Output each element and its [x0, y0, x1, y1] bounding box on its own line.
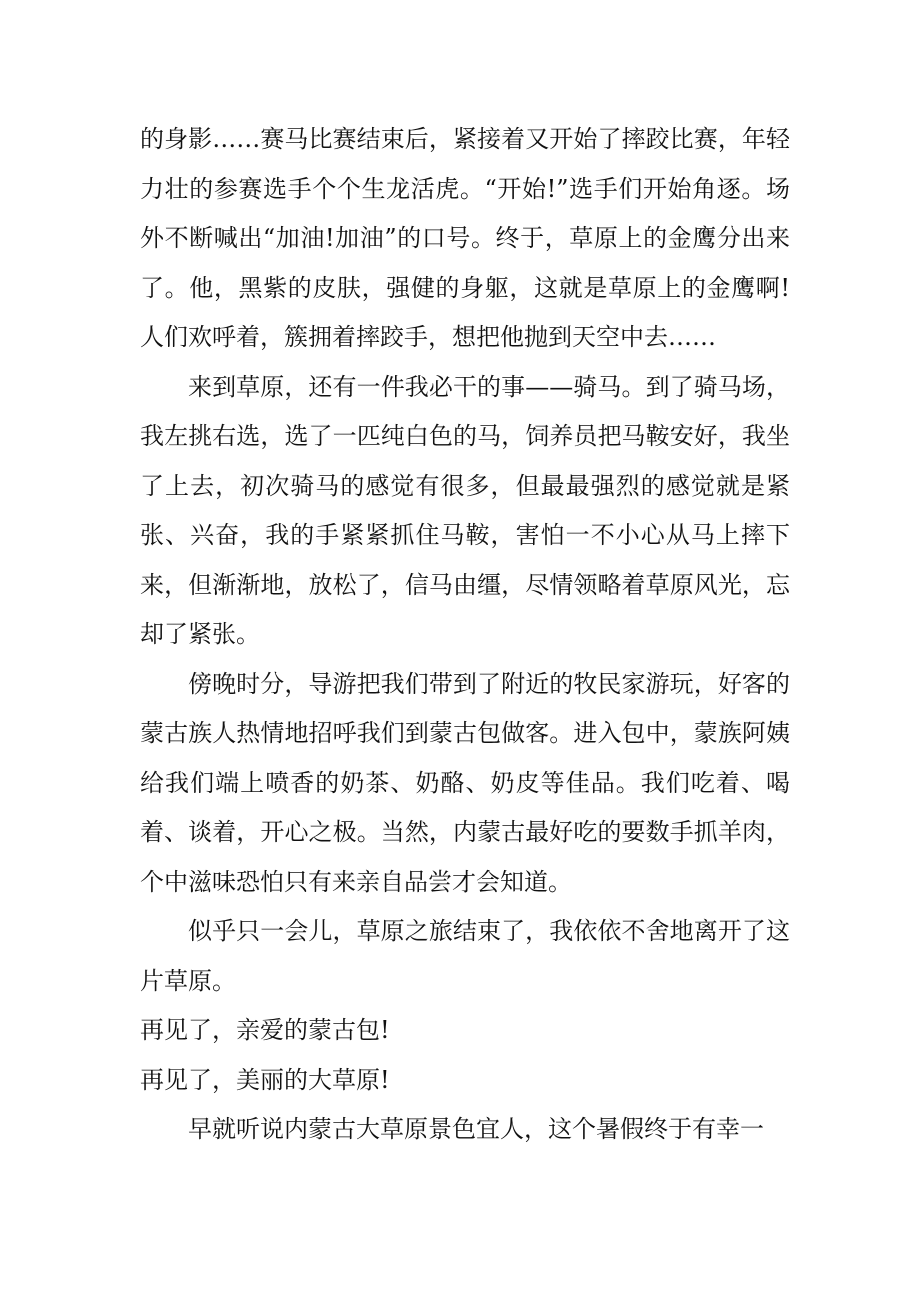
- farewell-line-yurt: 再见了，亲爱的蒙古包!: [140, 1016, 390, 1044]
- paragraph-wrestling: 的身影……赛马比赛结束后，紧接着又开始了摔跤比赛，年轻力壮的参赛选手个个生龙活虎。“开始!”选手们开始角逐。场外不断喊出“加油!加油”的口号。终于，草原上的金鹰分出来了。他，黑紫的皮肤，强健的身躯，这就是草原上的金鹰啊!人们欢呼着，簇拥着摔跤手，想把他抛到天空中去……: [140, 125, 790, 351]
- paragraph-horse-riding: 来到草原，还有一件我必干的事——骑马。到了骑马场，我左挑右选，选了一匹纯白色的马，饲养员把马鞍安好，我坐了上去，初次骑马的感觉有很多，但最最强烈的感觉就是紧张、兴奋，我的手紧紧抓住马鞍，害怕一不小心从马上摔下来，但渐渐地，放松了，信马由缰，尽情领略着草原风光，忘却了紧张。: [140, 372, 790, 648]
- paragraph-next-essay-start: 早就听说内蒙古大草原景色宜人，这个暑假终于有幸一: [188, 1115, 764, 1143]
- paragraph-evening-visit: 傍晚时分，导游把我们带到了附近的牧民家游玩，好客的蒙古族人热情地招呼我们到蒙古包做客。进入包中，蒙族阿姨给我们端上喷香的奶茶、奶酪、奶皮等佳品。我们吃着、喝着、谈着，开心之极。当然，内蒙古最好吃的要数手抓羊肉，个中滋味恐怕只有来亲自品尝才会知道。: [140, 669, 790, 896]
- document-body: [140, 115, 790, 1155]
- farewell-line-grassland: 再见了，美丽的大草原!: [140, 1065, 390, 1094]
- paragraph-trip-end: 似乎只一会儿，草原之旅结束了，我依依不舍地离开了这片草原。: [140, 917, 790, 995]
